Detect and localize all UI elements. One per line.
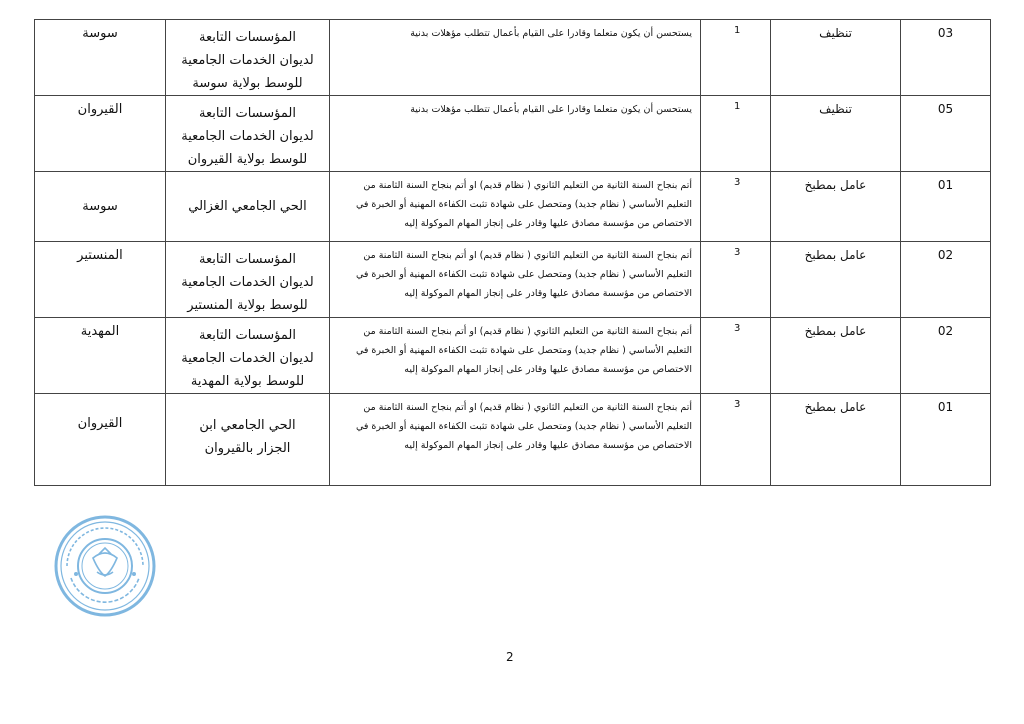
job-cell: عامل بمطبخ bbox=[771, 242, 901, 318]
institution-cell: المؤسسات التابعة لديوان الخدمات الجامعية للوسط بولاية المنستير bbox=[166, 242, 330, 318]
count-cell: 3 bbox=[701, 242, 771, 318]
count-cell: 1 bbox=[701, 96, 771, 172]
region-cell: سوسة bbox=[35, 172, 166, 242]
region-cell: القيروان bbox=[35, 96, 166, 172]
count-cell: 3 bbox=[701, 172, 771, 242]
institution-cell: الحي الجامعي ابن الجزار بالقيروان bbox=[166, 394, 330, 486]
job-cell: عامل بمطبخ bbox=[771, 172, 901, 242]
region-cell: المهدية bbox=[35, 318, 166, 394]
institution-cell: المؤسسات التابعة لديوان الخدمات الجامعية للوسط بولاية المهدية bbox=[166, 318, 330, 394]
region-cell: المنستير bbox=[35, 242, 166, 318]
table-row bbox=[35, 242, 991, 318]
conditions-cell: أتم بنجاح السنة الثانية من التعليم الثانوي ( نظام قديم) او أتم بنجاح السنة الثامنة من التعليم الأساسي ( نظام جديد) ومتحصل على شهادة تثبت الكفاءة المهنية أو الخبرة في الاختصاص من مؤسسة مصادق عليها وقادر على إنجاز المهام الموكولة إليه bbox=[330, 172, 701, 242]
conditions-cell: يستحسن أن يكون متعلما وقادرا على القيام بأعمال تتطلب مؤهلات بدنية bbox=[330, 20, 701, 96]
region-cell: سوسة bbox=[35, 20, 166, 96]
official-seal-icon bbox=[53, 514, 157, 618]
count-cell: 3 bbox=[701, 318, 771, 394]
conditions-cell: أتم بنجاح السنة الثانية من التعليم الثانوي ( نظام قديم) او أتم بنجاح السنة الثامنة من التعليم الأساسي ( نظام جديد) ومتحصل على شهادة تثبت الكفاءة المهنية أو الخبرة في الاختصاص من مؤسسة مصادق عليها وقادر على إنجاز المهام الموكولة إليه bbox=[330, 394, 701, 486]
table-row bbox=[35, 394, 991, 486]
table-row bbox=[35, 318, 991, 394]
conditions-cell: أتم بنجاح السنة الثانية من التعليم الثانوي ( نظام قديم) او أتم بنجاح السنة الثامنة من التعليم الأساسي ( نظام جديد) ومتحصل على شهادة تثبت الكفاءة المهنية أو الخبرة في الاختصاص من مؤسسة مصادق عليها وقادر على إنجاز المهام الموكولة إليه bbox=[330, 318, 701, 394]
job-cell: تنظيف bbox=[771, 20, 901, 96]
table-row bbox=[35, 96, 991, 172]
job-cell: عامل بمطبخ bbox=[771, 318, 901, 394]
code-cell: 01 bbox=[901, 394, 991, 486]
institution-cell: المؤسسات التابعة لديوان الخدمات الجامعية للوسط بولاية القيروان bbox=[166, 96, 330, 172]
conditions-cell: أتم بنجاح السنة الثانية من التعليم الثانوي ( نظام قديم) او أتم بنجاح السنة الثامنة من التعليم الأساسي ( نظام جديد) ومتحصل على شهادة تثبت الكفاءة المهنية أو الخبرة في الاختصاص من مؤسسة مصادق عليها وقادر على إنجاز المهام الموكولة إليه bbox=[330, 242, 701, 318]
page-number: 2 bbox=[506, 650, 514, 664]
job-cell: تنظيف bbox=[771, 96, 901, 172]
count-cell: 3 bbox=[701, 394, 771, 486]
institution-cell: المؤسسات التابعة لديوان الخدمات الجامعية للوسط بولاية سوسة bbox=[166, 20, 330, 96]
recruitment-table bbox=[34, 19, 991, 486]
code-cell: 03 bbox=[901, 20, 991, 96]
job-cell: عامل بمطبخ bbox=[771, 394, 901, 486]
count-cell: 1 bbox=[701, 20, 771, 96]
code-cell: 01 bbox=[901, 172, 991, 242]
code-cell: 02 bbox=[901, 318, 991, 394]
table-row bbox=[35, 20, 991, 96]
institution-cell: الحي الجامعي الغزالي bbox=[166, 172, 330, 242]
conditions-cell: يستحسن أن يكون متعلما وقادرا على القيام بأعمال تتطلب مؤهلات بدنية bbox=[330, 96, 701, 172]
table-row bbox=[35, 172, 991, 242]
code-cell: 05 bbox=[901, 96, 991, 172]
code-cell: 02 bbox=[901, 242, 991, 318]
region-cell: القيروان bbox=[35, 394, 166, 486]
